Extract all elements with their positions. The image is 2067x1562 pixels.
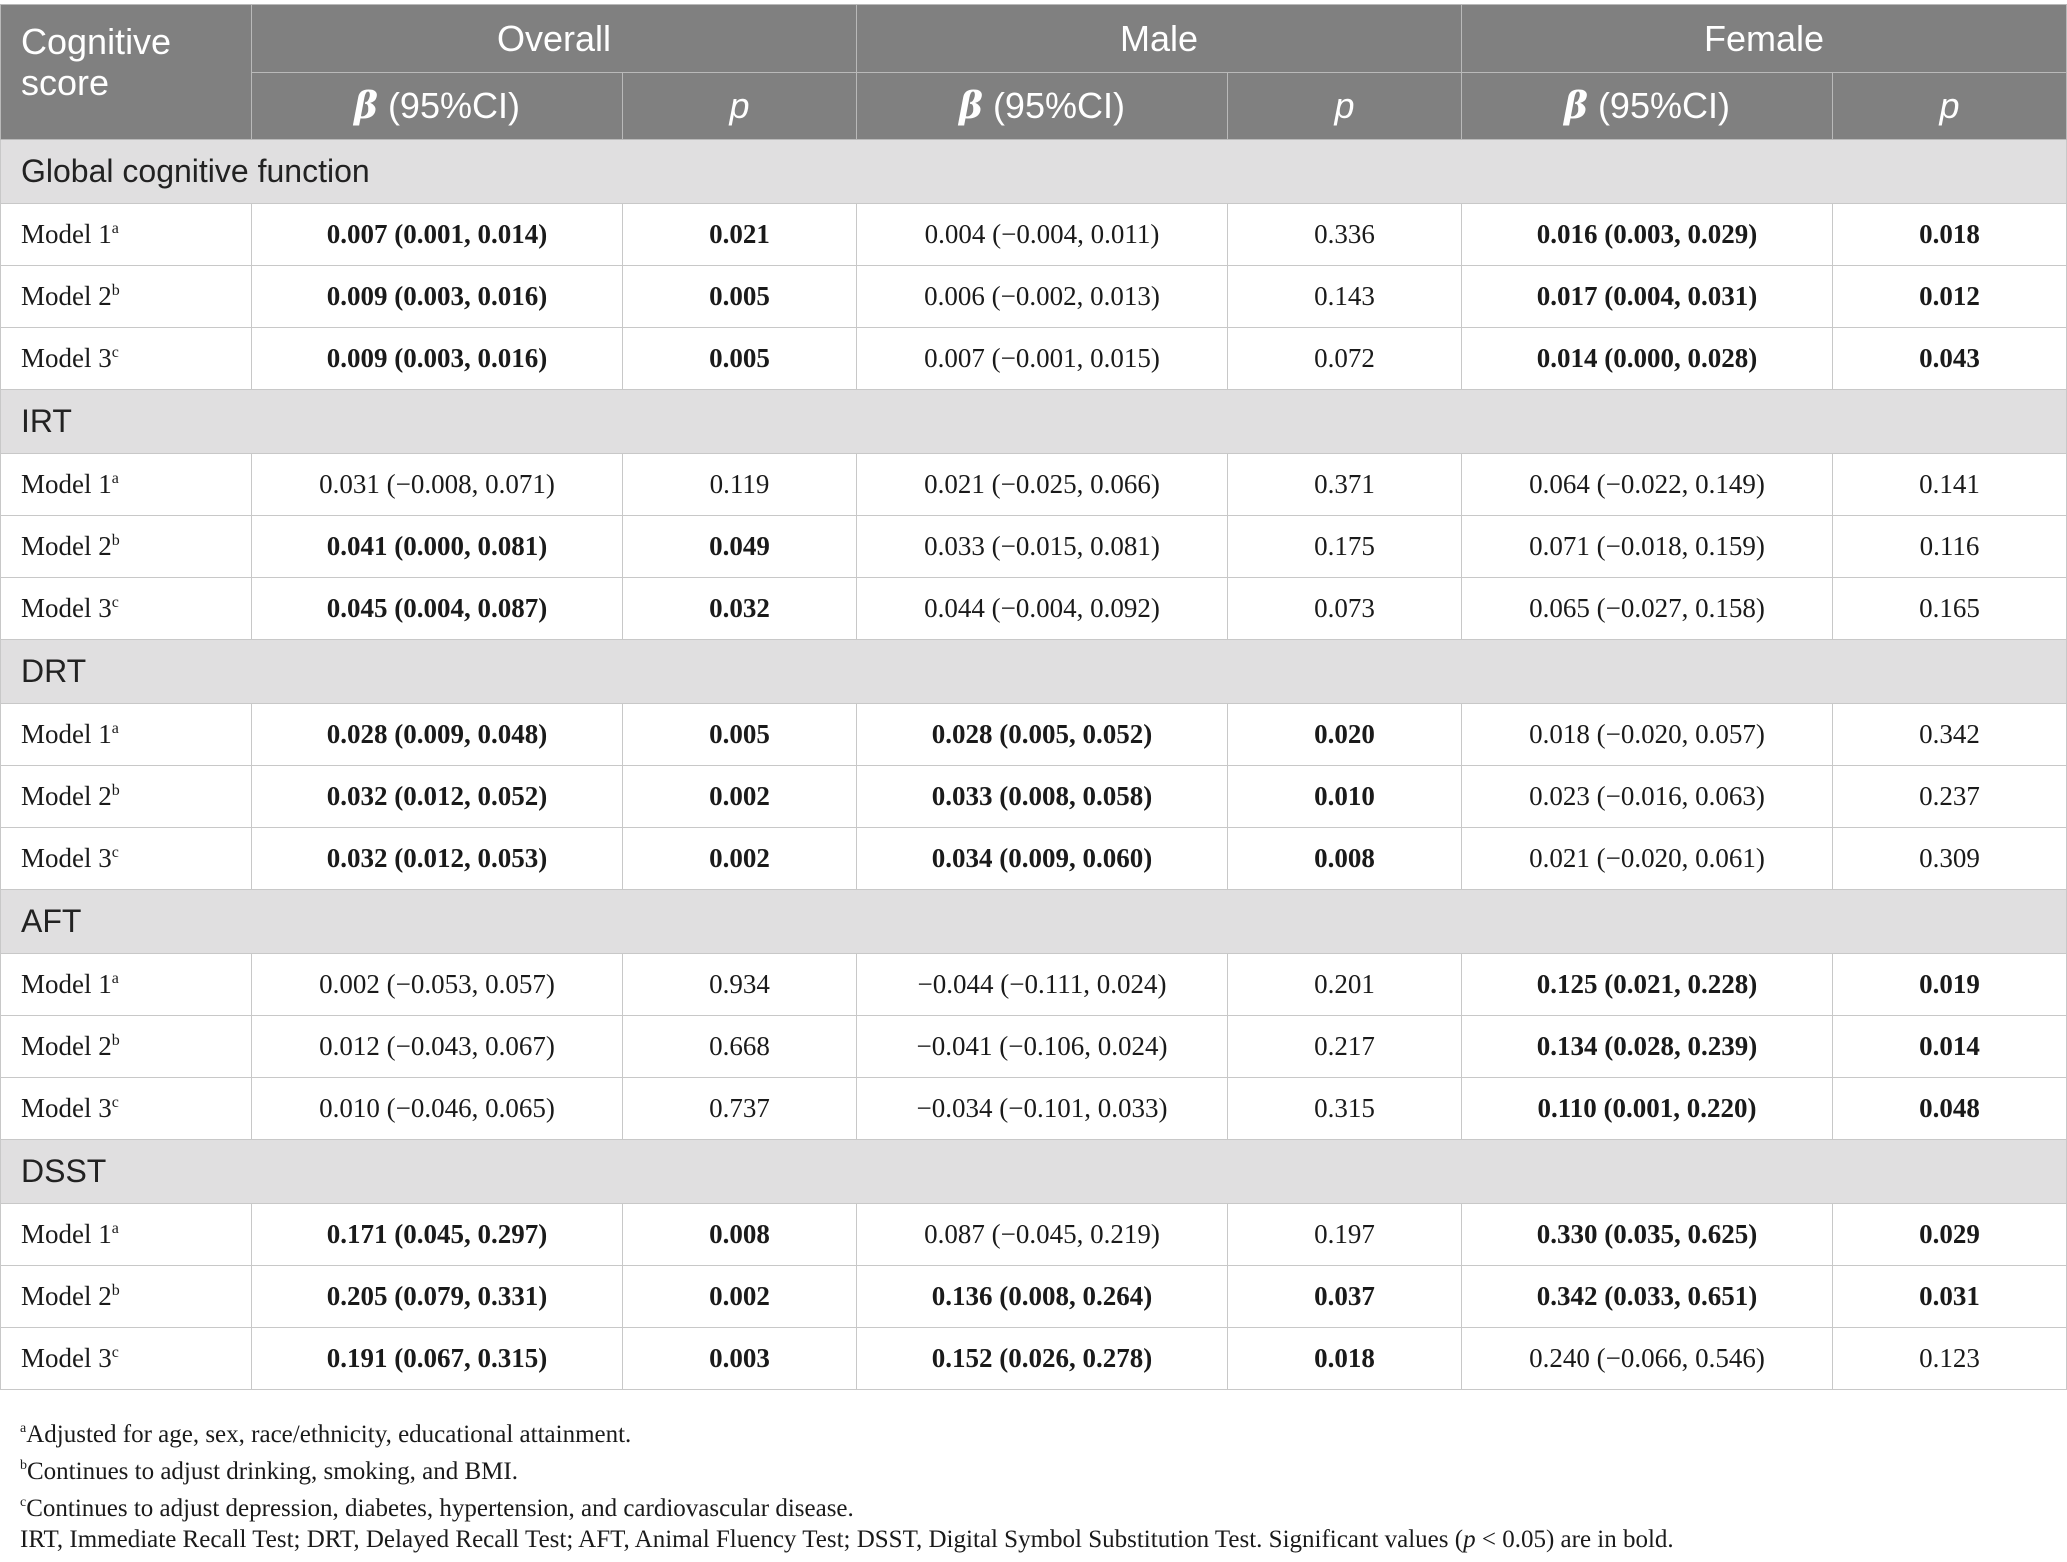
table-footnotes xyxy=(20,1410,2050,1558)
male-beta-ci-cell: 0.044 (−0.004, 0.092) xyxy=(857,578,1228,640)
section-row xyxy=(1,890,2067,954)
female-beta-ci-cell: 0.125 (0.021, 0.228) xyxy=(1462,954,1833,1016)
table-row xyxy=(1,954,2067,1016)
footnote-marker: b xyxy=(111,1032,120,1049)
overall-beta-ci-cell: 0.009 (0.003, 0.016) xyxy=(252,328,623,390)
section-title: Global cognitive function xyxy=(1,140,2067,204)
table-row xyxy=(1,266,2067,328)
section-title: DRT xyxy=(1,640,2067,704)
footnote-marker: a xyxy=(111,720,119,737)
footnote-c: $^c$Continues to adjust depression, diabetes, hypertension, and cardiovascular disease. xyxy=(20,1495,854,1522)
female-p-cell: 0.342 xyxy=(1833,704,2067,766)
male-beta-ci-cell: 0.004 (−0.004, 0.011) xyxy=(857,204,1228,266)
male-beta-ci-cell: 0.034 (0.009, 0.060) xyxy=(857,828,1228,890)
female-beta-ci-cell: 0.014 (0.000, 0.028) xyxy=(1462,328,1833,390)
header-p xyxy=(1833,73,2067,140)
female-beta-ci-cell: 0.134 (0.028, 0.239) xyxy=(1462,1016,1833,1078)
female-p-cell: 0.018 xyxy=(1833,204,2067,266)
p-label: p xyxy=(729,85,750,126)
male-beta-ci-cell: 0.033 (−0.015, 0.081) xyxy=(857,516,1228,578)
footnote-marker: b xyxy=(111,782,120,799)
table-row xyxy=(1,578,2067,640)
header-cognitive-score: Cognitive score xyxy=(1,5,252,140)
female-p-cell: 0.029 xyxy=(1833,1204,2067,1266)
male-p-cell: 0.020 xyxy=(1228,704,1462,766)
model-label-cell xyxy=(1,766,252,828)
female-beta-ci-cell: 0.065 (−0.027, 0.158) xyxy=(1462,578,1833,640)
model-label: Model 3 xyxy=(21,1343,112,1373)
beta-symbol: β xyxy=(1564,85,1588,127)
header-p xyxy=(1228,73,1462,140)
male-beta-ci-cell: −0.041 (−0.106, 0.024) xyxy=(857,1016,1228,1078)
p-label: p xyxy=(1334,85,1355,126)
footnote-abbreviations: IRT, Immediate Recall Test; DRT, Delayed Recall Test; AFT, Animal Fluency Test; DSST, Digital Symbol Substitution Test. Significant values (p < 0.05) are in bold. xyxy=(20,1526,1674,1553)
female-p-cell: 0.012 xyxy=(1833,266,2067,328)
table-row xyxy=(1,516,2067,578)
model-label-cell xyxy=(1,1078,252,1140)
female-beta-ci-cell: 0.017 (0.004, 0.031) xyxy=(1462,266,1833,328)
footnote-marker: c xyxy=(111,1094,119,1111)
model-label: Model 3 xyxy=(21,843,112,873)
section-row xyxy=(1,1140,2067,1204)
header-beta-ci xyxy=(1462,73,1833,140)
overall-beta-ci-cell: 0.191 (0.067, 0.315) xyxy=(252,1328,623,1390)
model-label-cell xyxy=(1,704,252,766)
overall-p-cell: 0.003 xyxy=(623,1328,857,1390)
table-row xyxy=(1,1266,2067,1328)
ci-label: (95%CI) xyxy=(982,85,1125,126)
section-row xyxy=(1,140,2067,204)
header-group-female: Female xyxy=(1462,5,2067,73)
beta-symbol: β xyxy=(354,85,378,127)
overall-beta-ci-cell: 0.032 (0.012, 0.053) xyxy=(252,828,623,890)
footnote-marker: c xyxy=(111,594,119,611)
footnote-marker: b xyxy=(111,282,120,299)
overall-beta-ci-cell: 0.009 (0.003, 0.016) xyxy=(252,266,623,328)
model-label-cell xyxy=(1,1016,252,1078)
male-p-cell: 0.008 xyxy=(1228,828,1462,890)
header-beta-ci xyxy=(857,73,1228,140)
female-p-cell: 0.043 xyxy=(1833,328,2067,390)
overall-p-cell: 0.119 xyxy=(623,454,857,516)
male-beta-ci-cell: 0.033 (0.008, 0.058) xyxy=(857,766,1228,828)
male-beta-ci-cell: 0.087 (−0.045, 0.219) xyxy=(857,1204,1228,1266)
results-table xyxy=(0,4,2067,1390)
overall-p-cell: 0.002 xyxy=(623,828,857,890)
overall-p-cell: 0.002 xyxy=(623,766,857,828)
male-beta-ci-cell: −0.044 (−0.111, 0.024) xyxy=(857,954,1228,1016)
female-p-cell: 0.031 xyxy=(1833,1266,2067,1328)
overall-beta-ci-cell: 0.205 (0.079, 0.331) xyxy=(252,1266,623,1328)
male-beta-ci-cell: 0.007 (−0.001, 0.015) xyxy=(857,328,1228,390)
overall-p-cell: 0.008 xyxy=(623,1204,857,1266)
model-label-cell xyxy=(1,328,252,390)
female-beta-ci-cell: 0.064 (−0.022, 0.149) xyxy=(1462,454,1833,516)
model-label: Model 1 xyxy=(21,469,112,499)
model-label: Model 2 xyxy=(21,781,112,811)
model-label: Model 3 xyxy=(21,1093,112,1123)
overall-beta-ci-cell: 0.041 (0.000, 0.081) xyxy=(252,516,623,578)
header-p xyxy=(623,73,857,140)
female-p-cell: 0.123 xyxy=(1833,1328,2067,1390)
male-p-cell: 0.371 xyxy=(1228,454,1462,516)
p-label: p xyxy=(1939,85,1960,126)
model-label-cell xyxy=(1,516,252,578)
female-p-cell: 0.237 xyxy=(1833,766,2067,828)
table-row xyxy=(1,766,2067,828)
model-label-cell xyxy=(1,1204,252,1266)
table-header xyxy=(1,5,2067,140)
footnote-marker: a xyxy=(111,970,119,987)
overall-p-cell: 0.049 xyxy=(623,516,857,578)
footnote-marker: a xyxy=(111,220,119,237)
overall-p-cell: 0.934 xyxy=(623,954,857,1016)
female-p-cell: 0.048 xyxy=(1833,1078,2067,1140)
male-p-cell: 0.143 xyxy=(1228,266,1462,328)
overall-beta-ci-cell: 0.028 (0.009, 0.048) xyxy=(252,704,623,766)
male-p-cell: 0.201 xyxy=(1228,954,1462,1016)
overall-beta-ci-cell: 0.031 (−0.008, 0.071) xyxy=(252,454,623,516)
overall-beta-ci-cell: 0.012 (−0.043, 0.067) xyxy=(252,1016,623,1078)
model-label-cell xyxy=(1,828,252,890)
footnote-marker: b xyxy=(111,1282,120,1299)
female-beta-ci-cell: 0.016 (0.003, 0.029) xyxy=(1462,204,1833,266)
model-label: Model 2 xyxy=(21,531,112,561)
overall-p-cell: 0.737 xyxy=(623,1078,857,1140)
model-label: Model 1 xyxy=(21,219,112,249)
table-row xyxy=(1,828,2067,890)
section-row xyxy=(1,640,2067,704)
female-p-cell: 0.014 xyxy=(1833,1016,2067,1078)
section-title: AFT xyxy=(1,890,2067,954)
female-p-cell: 0.309 xyxy=(1833,828,2067,890)
model-label-cell xyxy=(1,1266,252,1328)
header-group-overall: Overall xyxy=(252,5,857,73)
table-row xyxy=(1,1204,2067,1266)
female-beta-ci-cell: 0.071 (−0.018, 0.159) xyxy=(1462,516,1833,578)
male-p-cell: 0.072 xyxy=(1228,328,1462,390)
male-p-cell: 0.037 xyxy=(1228,1266,1462,1328)
overall-beta-ci-cell: 0.010 (−0.046, 0.065) xyxy=(252,1078,623,1140)
male-p-cell: 0.336 xyxy=(1228,204,1462,266)
ci-label: (95%CI) xyxy=(1587,85,1730,126)
section-row xyxy=(1,390,2067,454)
overall-p-cell: 0.005 xyxy=(623,328,857,390)
model-label-cell xyxy=(1,578,252,640)
ci-label: (95%CI) xyxy=(377,85,520,126)
section-title: DSST xyxy=(1,1140,2067,1204)
overall-p-cell: 0.005 xyxy=(623,266,857,328)
overall-p-cell: 0.021 xyxy=(623,204,857,266)
male-beta-ci-cell: 0.021 (−0.025, 0.066) xyxy=(857,454,1228,516)
model-label: Model 1 xyxy=(21,969,112,999)
table-body xyxy=(1,140,2067,1390)
male-p-cell: 0.073 xyxy=(1228,578,1462,640)
model-label-cell xyxy=(1,454,252,516)
model-label: Model 3 xyxy=(21,593,112,623)
overall-p-cell: 0.002 xyxy=(623,1266,857,1328)
female-beta-ci-cell: 0.018 (−0.020, 0.057) xyxy=(1462,704,1833,766)
model-label-cell xyxy=(1,266,252,328)
table-row xyxy=(1,1078,2067,1140)
model-label-cell xyxy=(1,954,252,1016)
female-p-cell: 0.116 xyxy=(1833,516,2067,578)
table-wrapper xyxy=(0,4,2067,1390)
footnote-marker: a xyxy=(111,470,119,487)
footnote-a: $^a$Adjusted for age, sex, race/ethnicity, educational attainment. xyxy=(20,1421,632,1448)
overall-beta-ci-cell: 0.171 (0.045, 0.297) xyxy=(252,1204,623,1266)
female-beta-ci-cell: 0.330 (0.035, 0.625) xyxy=(1462,1204,1833,1266)
table-row xyxy=(1,1328,2067,1390)
male-p-cell: 0.197 xyxy=(1228,1204,1462,1266)
footnote-marker: c xyxy=(111,844,119,861)
female-p-cell: 0.141 xyxy=(1833,454,2067,516)
table-row xyxy=(1,1016,2067,1078)
male-beta-ci-cell: −0.034 (−0.101, 0.033) xyxy=(857,1078,1228,1140)
model-label: Model 1 xyxy=(21,1219,112,1249)
table-row xyxy=(1,704,2067,766)
footnote-marker: a xyxy=(111,1220,119,1237)
section-title: IRT xyxy=(1,390,2067,454)
male-beta-ci-cell: 0.028 (0.005, 0.052) xyxy=(857,704,1228,766)
beta-symbol: β xyxy=(959,85,983,127)
overall-beta-ci-cell: 0.032 (0.012, 0.052) xyxy=(252,766,623,828)
male-beta-ci-cell: 0.136 (0.008, 0.264) xyxy=(857,1266,1228,1328)
header-beta-ci xyxy=(252,73,623,140)
footnote-marker: b xyxy=(111,532,120,549)
header-group-male: Male xyxy=(857,5,1462,73)
overall-beta-ci-cell: 0.045 (0.004, 0.087) xyxy=(252,578,623,640)
model-label: Model 2 xyxy=(21,1031,112,1061)
male-p-cell: 0.010 xyxy=(1228,766,1462,828)
table-row xyxy=(1,454,2067,516)
table-row xyxy=(1,204,2067,266)
female-beta-ci-cell: 0.110 (0.001, 0.220) xyxy=(1462,1078,1833,1140)
footnote-marker: c xyxy=(111,1344,119,1361)
male-beta-ci-cell: 0.152 (0.026, 0.278) xyxy=(857,1328,1228,1390)
female-p-cell: 0.019 xyxy=(1833,954,2067,1016)
overall-beta-ci-cell: 0.002 (−0.053, 0.057) xyxy=(252,954,623,1016)
female-beta-ci-cell: 0.342 (0.033, 0.651) xyxy=(1462,1266,1833,1328)
female-beta-ci-cell: 0.021 (−0.020, 0.061) xyxy=(1462,828,1833,890)
overall-p-cell: 0.668 xyxy=(623,1016,857,1078)
model-label-cell xyxy=(1,204,252,266)
model-label: Model 3 xyxy=(21,343,112,373)
male-p-cell: 0.175 xyxy=(1228,516,1462,578)
overall-beta-ci-cell: 0.007 (0.001, 0.014) xyxy=(252,204,623,266)
female-beta-ci-cell: 0.023 (−0.016, 0.063) xyxy=(1462,766,1833,828)
overall-p-cell: 0.032 xyxy=(623,578,857,640)
male-p-cell: 0.315 xyxy=(1228,1078,1462,1140)
footnote-marker: c xyxy=(111,344,119,361)
female-beta-ci-cell: 0.240 (−0.066, 0.546) xyxy=(1462,1328,1833,1390)
overall-p-cell: 0.005 xyxy=(623,704,857,766)
table-row xyxy=(1,328,2067,390)
male-p-cell: 0.217 xyxy=(1228,1016,1462,1078)
model-label: Model 1 xyxy=(21,719,112,749)
male-p-cell: 0.018 xyxy=(1228,1328,1462,1390)
model-label: Model 2 xyxy=(21,281,112,311)
male-beta-ci-cell: 0.006 (−0.002, 0.013) xyxy=(857,266,1228,328)
model-label-cell xyxy=(1,1328,252,1390)
model-label: Model 2 xyxy=(21,1281,112,1311)
footnote-b: $^b$Continues to adjust drinking, smoking, and BMI. xyxy=(20,1458,518,1485)
female-p-cell: 0.165 xyxy=(1833,578,2067,640)
